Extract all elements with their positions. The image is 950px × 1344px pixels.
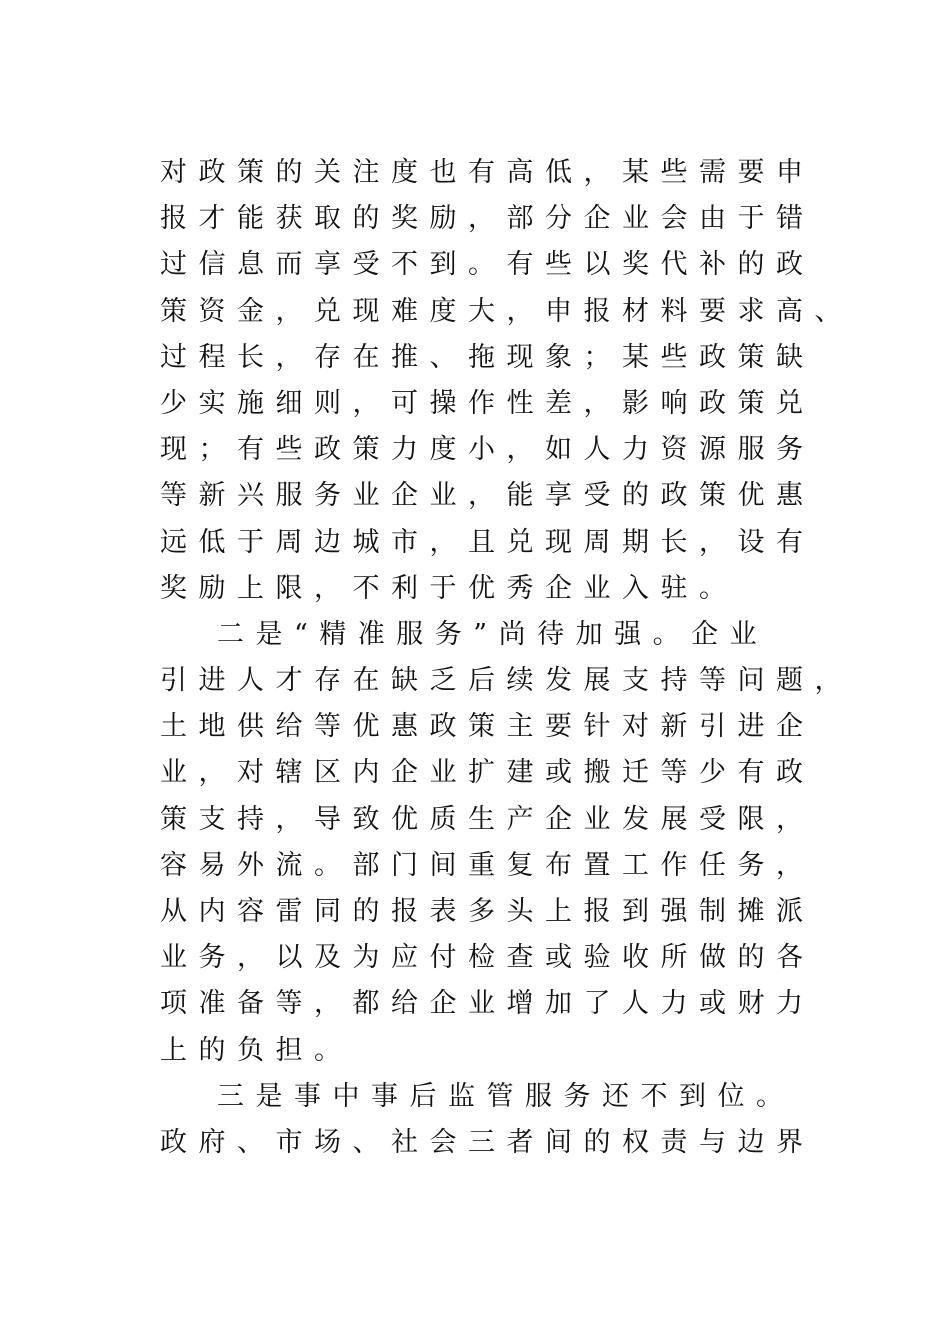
text-line: 容易外流。部门间重复布置工作任务， (160, 849, 815, 881)
text-line: 少实施细则，可操作性差，影响政策兑 (160, 387, 815, 419)
text-line: 引进人才存在缺乏后续发展支持等问题， (160, 665, 853, 697)
text-line: 土地供给等优惠政策主要针对新引进企 (160, 711, 815, 743)
text-line: 远低于周边城市，且兑现周期长，设有 (160, 526, 815, 558)
text-line: 项准备等，都给企业增加了人力或财力 (160, 988, 815, 1020)
text-line: 过程长，存在推、拖现象；某些政策缺 (160, 341, 815, 373)
text-line: 二是“精准服务”尚待加强。企业 (217, 618, 769, 650)
text-line: 策支持，导致优质生产企业发展受限， (160, 803, 815, 835)
text-line: 现；有些政策力度小，如人力资源服务 (160, 434, 815, 466)
text-line: 政府、市场、社会三者间的权责与边界 (160, 1126, 815, 1158)
text-line: 业务，以及为应付检查或验收所做的各 (160, 942, 815, 974)
body-text (160, 150, 860, 1166)
text-line: 上的负担。 (160, 1034, 353, 1066)
text-line: 三是事中事后监管服务还不到位。 (217, 1080, 795, 1112)
text-line: 策资金，兑现难度大，申报材料要求高、 (160, 295, 853, 327)
text-line: 奖励上限，不利于优秀企业入驻。 (160, 572, 738, 604)
text-line: 报才能获取的奖励，部分企业会由于错 (160, 203, 815, 235)
text-line: 对政策的关注度也有高低，某些需要申 (160, 157, 815, 188)
text-line: 等新兴服务业企业，能享受的政策优惠 (160, 480, 815, 512)
text-line: 从内容雷同的报表多头上报到强制摊派 (160, 896, 815, 927)
text-line: 过信息而享受不到。有些以奖代补的政 (160, 249, 815, 281)
text-line: 业，对辖区内企业扩建或搬迁等少有政 (160, 757, 815, 789)
